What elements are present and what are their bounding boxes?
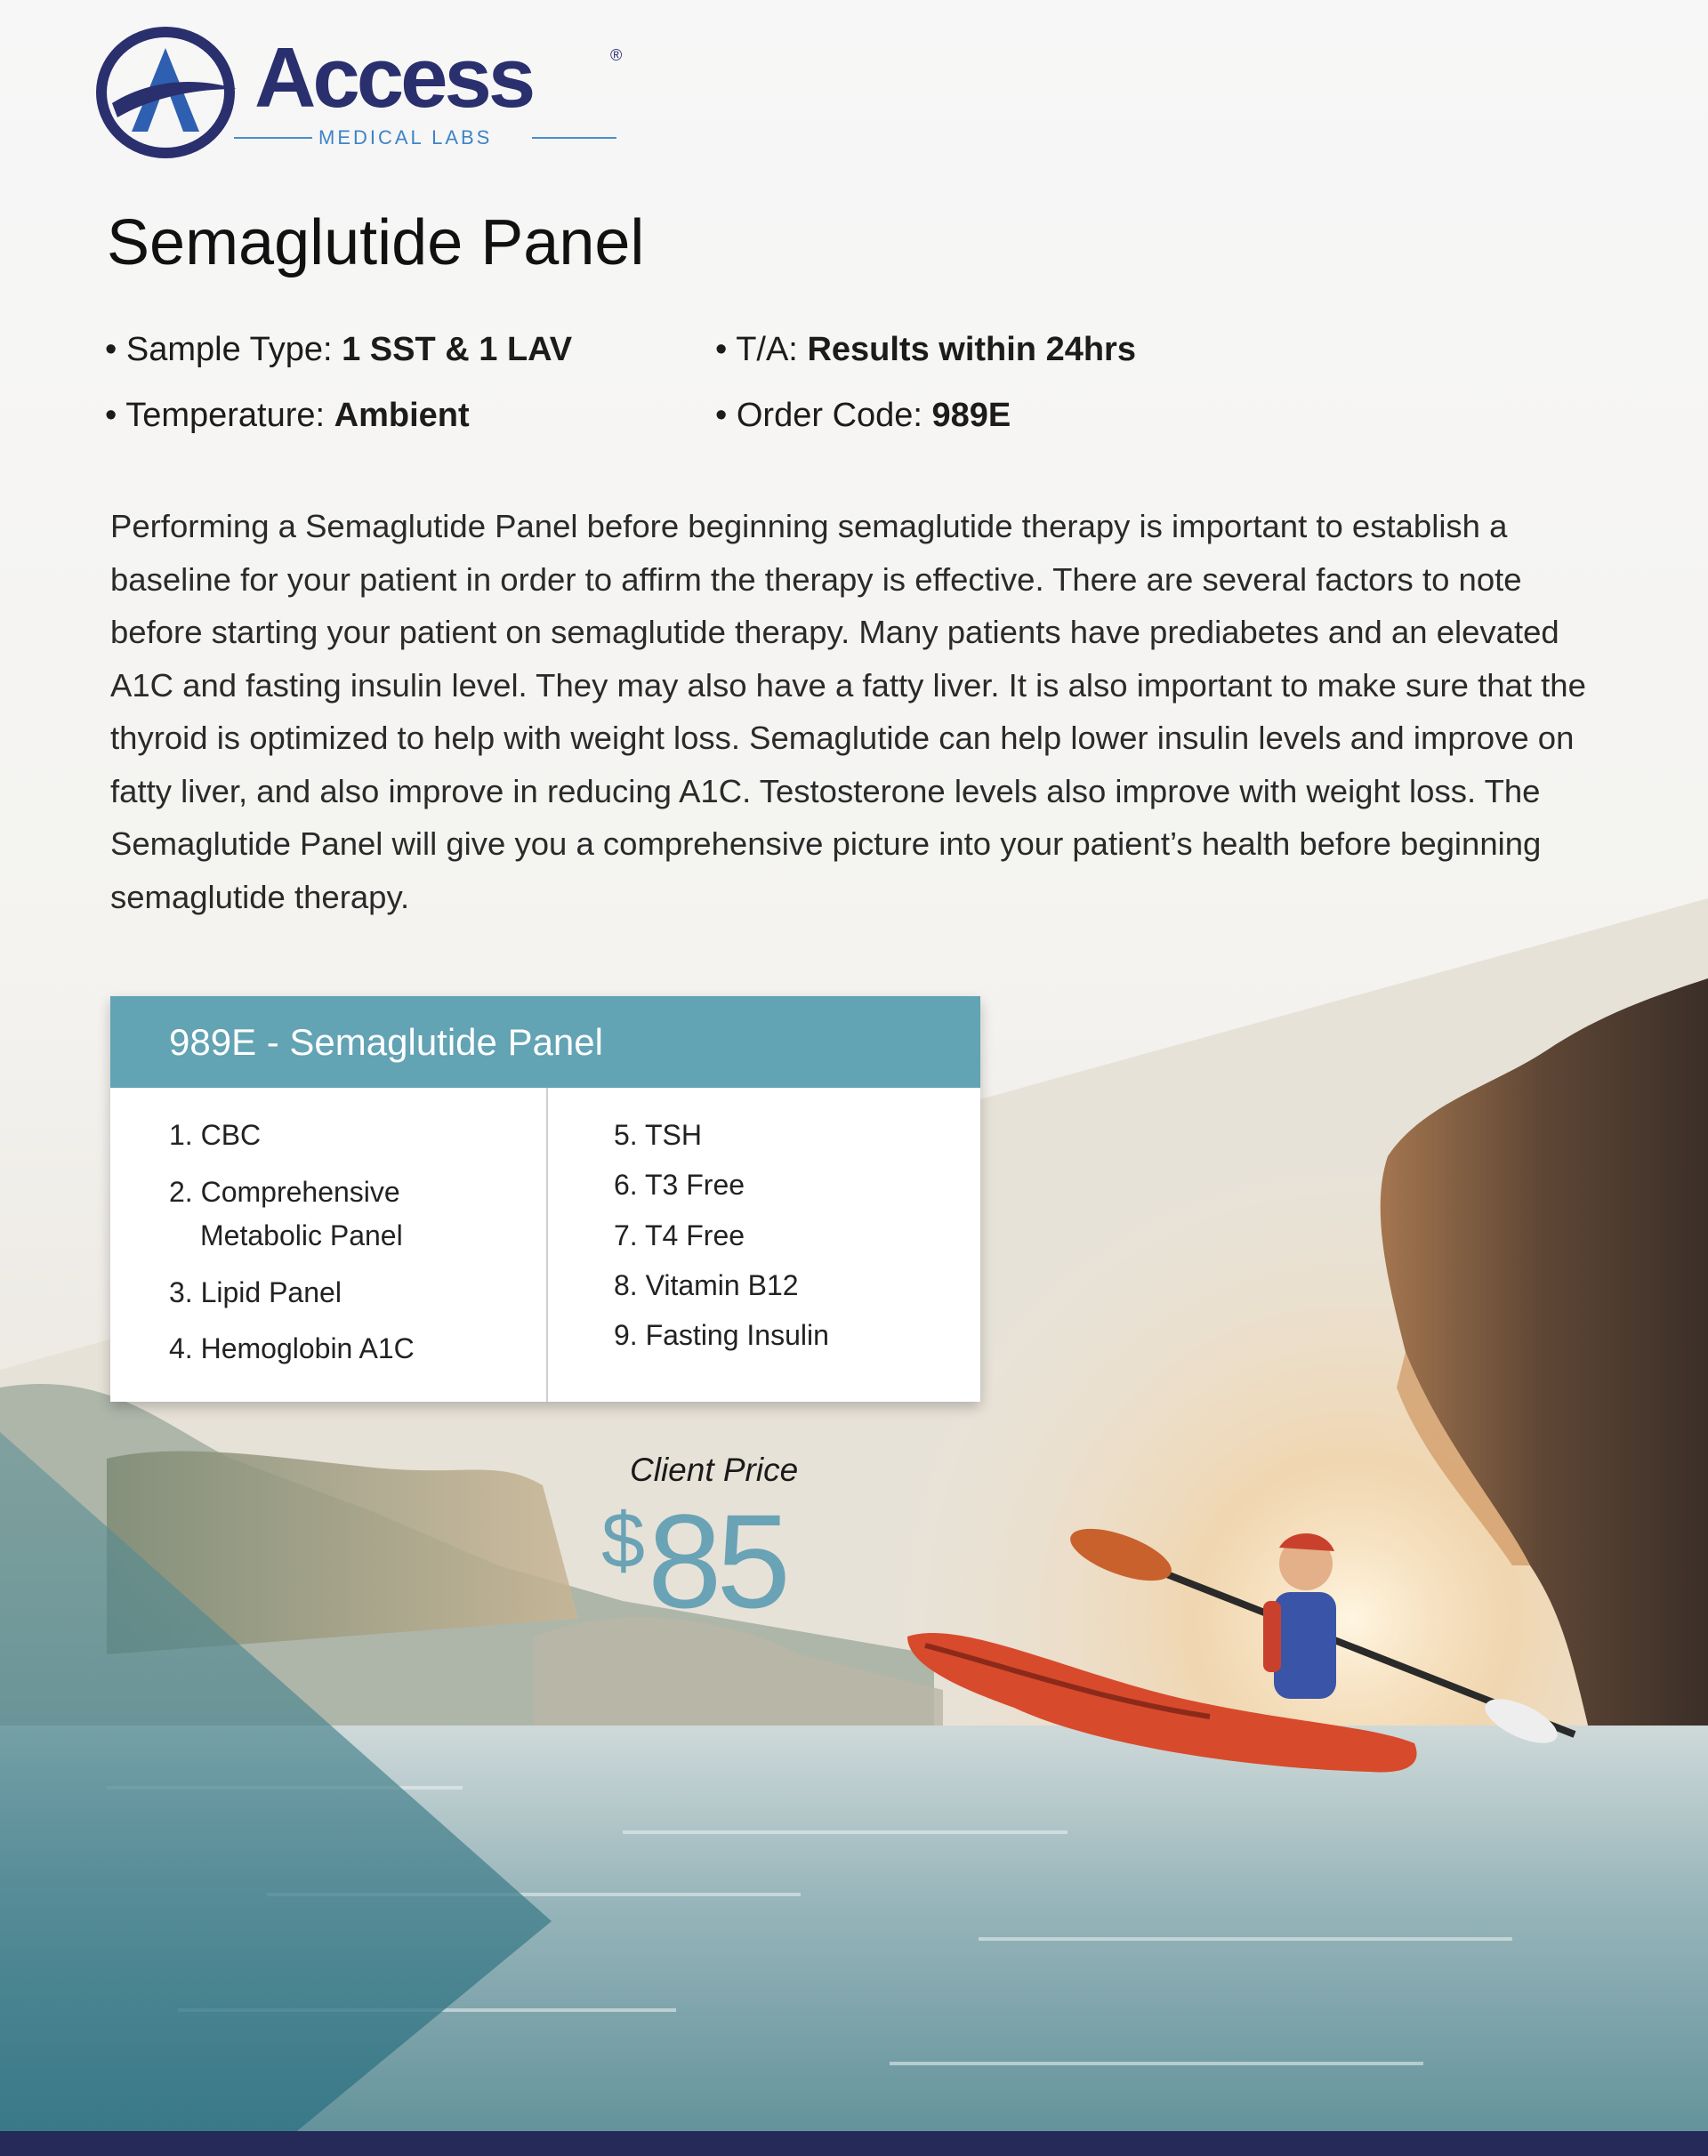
panel-item: Metabolic Panel — [200, 1219, 403, 1251]
spec-sample-type — [105, 331, 572, 369]
spec-value: Results within 24hrs — [807, 331, 1136, 368]
panel-divider — [546, 1088, 548, 1402]
brand-logo — [96, 27, 630, 158]
panel-item: 5. TSH — [614, 1119, 702, 1151]
bullet: • — [105, 397, 126, 434]
spec-value: 989E — [931, 397, 1011, 434]
brand-subtitle-wrap — [234, 125, 616, 151]
spec-label: Temperature: — [125, 397, 326, 434]
panel-item: 2. Comprehensive — [169, 1176, 400, 1208]
price-label: Client Price — [630, 1452, 799, 1488]
spec-label: T/A: — [736, 331, 798, 368]
spec-label: Order Code: — [736, 397, 922, 434]
bullet: • — [105, 331, 126, 368]
brand-name: Access — [254, 30, 533, 125]
panel-item: 9. Fasting Insulin — [614, 1319, 829, 1351]
description-paragraph: Performing a Semaglutide Panel before beginning semaglutide therapy is important to establish a baseline for your patient in order to affirm the therapy is effective. There are several factors to note before starting your patient on semaglutide therapy. Many patients have prediabetes and an elevated A1C and fasting insulin level. They may also have a fatty liver. It is also important to make sure that the thyroid is optimized to help with weight loss. Semaglutide can help lower insulin levels and improve on fatty liver, and also improve in reducing A1C. Testosterone levels also improve with weight loss. The Semaglutide Panel will give you a comprehensive picture into your patient’s health before beginning semaglutide therapy. — [110, 508, 1586, 915]
price-amount: 85 — [648, 1486, 786, 1636]
spec-order-code — [715, 397, 1011, 435]
access-logo-emblem-icon — [96, 27, 242, 158]
registered-mark: ® — [610, 46, 623, 64]
specs-list — [105, 331, 1261, 455]
spec-value: Ambient — [334, 397, 470, 434]
spec-temperature — [105, 397, 470, 435]
panel-item: 6. T3 Free — [614, 1169, 745, 1201]
brand-subtitle-rule-right — [532, 137, 616, 139]
panel-card — [110, 996, 980, 1402]
currency-symbol: $ — [601, 1496, 645, 1584]
footer-bar — [0, 2131, 1708, 2156]
panel-item: 7. T4 Free — [614, 1219, 745, 1251]
bullet: • — [715, 331, 737, 368]
brand-subtitle: MEDICAL LABS — [318, 126, 493, 149]
spec-value: 1 SST & 1 LAV — [342, 331, 573, 368]
panel-item: 1. CBC — [169, 1119, 262, 1151]
spec-turnaround — [715, 331, 1136, 369]
spec-label: Sample Type: — [125, 331, 333, 368]
bullet: • — [715, 397, 737, 434]
panel-header: 989E - Semaglutide Panel — [110, 996, 980, 1088]
page-title: Semaglutide Panel — [107, 207, 645, 278]
panel-item: 8. Vitamin B12 — [614, 1269, 799, 1301]
brand-subtitle-rule-left — [234, 137, 312, 139]
panel-item: 3. Lipid Panel — [169, 1276, 342, 1308]
panel-item: 4. Hemoglobin A1C — [169, 1332, 415, 1364]
